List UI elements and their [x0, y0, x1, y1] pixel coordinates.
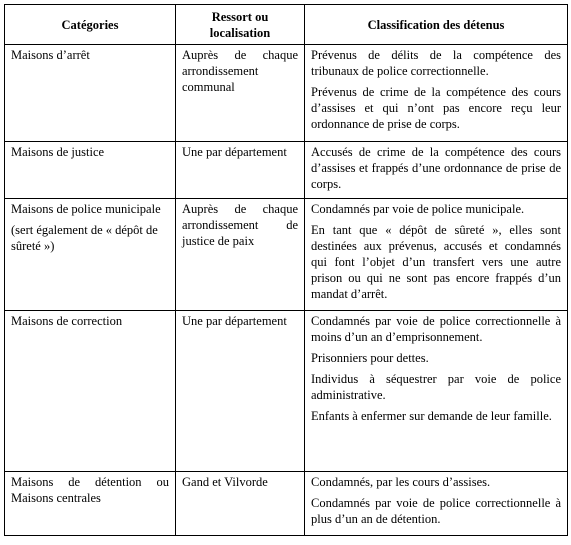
- ressort-cell: [176, 311, 305, 472]
- table-row: [5, 142, 568, 199]
- header-row: [5, 5, 568, 45]
- categorie-name: Maisons de police municipale: [11, 202, 161, 216]
- categorie-cell: [5, 199, 176, 311]
- ressort-cell: [176, 142, 305, 199]
- ressort-text: Auprès de chaque arrondissement communal: [182, 48, 298, 94]
- classification-cell: [305, 142, 568, 199]
- table-row: [5, 311, 568, 472]
- classification-item: Individus à séquestrer par voie de police administrative.: [311, 372, 561, 402]
- categorie-cell: [5, 472, 176, 536]
- header-categories: Catégories: [5, 5, 176, 45]
- ressort-text: Une par département: [182, 314, 287, 328]
- classification-item: Prisonniers pour dettes.: [311, 351, 429, 365]
- header-classification: Classification des détenus: [305, 5, 568, 45]
- categorie-cell: Maisons de justice: [5, 142, 176, 199]
- classification-item: Accusés de crime de la compétence des cours d’assises et frappés d’une ordonnance de prise de corps.: [311, 145, 561, 191]
- classification-cell: [305, 311, 568, 472]
- categorie-name: Maisons de détention ou Maisons centrales: [11, 475, 169, 505]
- classification-cell: [305, 199, 568, 311]
- header-ressort: Ressort ou localisation: [176, 5, 305, 45]
- prison-classification-table: [4, 4, 568, 536]
- classification-cell: [305, 472, 568, 536]
- ressort-cell: [176, 45, 305, 142]
- classification-item: Condamnés par voie de police correctionnelle à moins d’un an d’emprisonnement.: [311, 314, 561, 344]
- classification-item: En tant que « dépôt de sûreté », elles sont destinées aux prévenus, accusés et condamnés qui font l’objet d’un transfert vers une autre prison ou qui ne sont pas encore frappés d’un mandat d’arrêt.: [311, 223, 561, 301]
- ressort-text: Une par département: [182, 145, 287, 159]
- ressort-cell: Gand et Vilvorde: [176, 472, 305, 536]
- classification-item: Prévenus de délits de la compétence des tribunaux de police correctionnelle.: [311, 48, 561, 78]
- table-row: [5, 199, 568, 311]
- classification-item: Condamnés par voie de police municipale.: [311, 202, 525, 216]
- categorie-cell: Maisons de correction: [5, 311, 176, 472]
- ressort-text: Auprès de chaque arrondissement de justice de paix: [182, 202, 298, 248]
- classification-item: Enfants à enfermer sur demande de leur famille.: [311, 409, 552, 423]
- categorie-note: (sert également de « dépôt de sûreté »): [11, 223, 158, 253]
- classification-cell: [305, 45, 568, 142]
- classification-item: Condamnés, par les cours d’assises.: [311, 475, 491, 489]
- categorie-cell: Maisons d’arrêt: [5, 45, 176, 142]
- table-row: [5, 45, 568, 142]
- ressort-cell: [176, 199, 305, 311]
- table-row: [5, 472, 568, 536]
- classification-item: Condamnés par voie de police correctionnelle à plus d’un an de détention.: [311, 496, 561, 526]
- classification-item: Prévenus de crime de la compétence des cours d’assises et qui n’ont pas encore reçu leur ordonnance de prise de corps.: [311, 85, 561, 131]
